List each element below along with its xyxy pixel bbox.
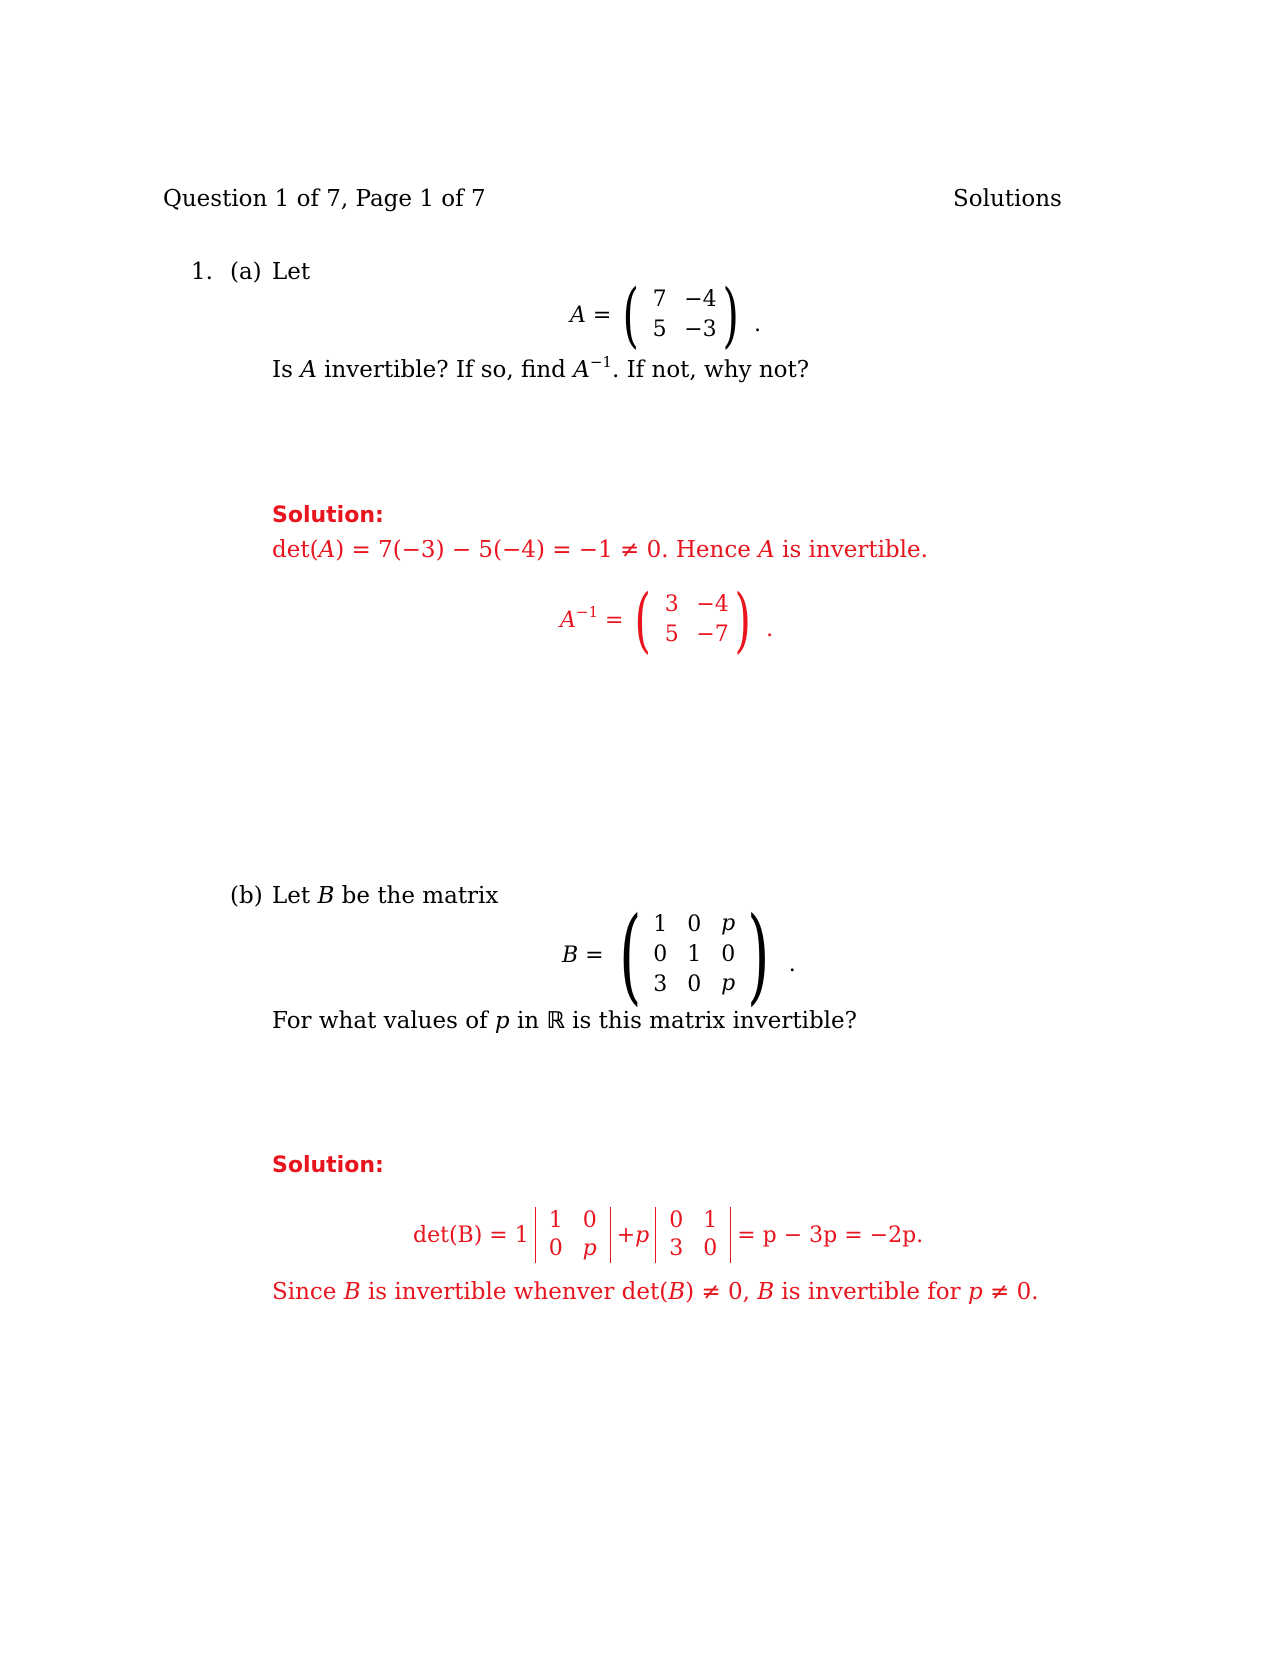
matrix-cell: 1 (653, 912, 668, 937)
solution-b-heading: Solution: (272, 1153, 384, 1178)
det-minor-1: 1 0 0 p (535, 1207, 611, 1263)
solution-a-line: det(A) = 7(−3) − 5(−4) = −1 ≠ 0. Hence A is invertible. (272, 537, 928, 563)
matrix-cell: 1 (687, 942, 702, 967)
matrix-cell: −4 (684, 287, 717, 312)
part-b-intro: Let B be the matrix (272, 883, 499, 909)
part-a-let: Let (272, 259, 311, 285)
matrix-cell: 0 (687, 972, 702, 997)
part-b-label: (b) (230, 883, 263, 909)
det-lhs: det(B) = 1 (413, 1222, 529, 1248)
matrix-cell: 0 (653, 942, 668, 967)
matrix-cell: 0 (721, 942, 736, 967)
matrix-cell: 5 (652, 317, 667, 342)
matrix-cell: p (721, 971, 736, 996)
solution-b-conclusion: Since B is invertible whenver det(B) ≠ 0, B is invertible for p ≠ 0. (272, 1279, 1039, 1305)
matrix-A-inverse (657, 591, 729, 649)
matrix-A (645, 286, 717, 344)
matrix-cell: 5 (664, 622, 679, 647)
part-a-question: Is A invertible? If so, find $A^{-1}$. If not, why not? (272, 353, 810, 383)
part-a-label: (a) (230, 259, 262, 285)
matrix-cell: −4 (696, 592, 729, 617)
matrix-cell: 3 (653, 972, 668, 997)
page-header-left: Question 1 of 7, Page 1 of 7 (163, 186, 486, 212)
matrix-A-display: A = ( 7 −4 5 −3 ) . (570, 274, 761, 356)
det-rhs: = p − 3p = −2p. (737, 1222, 924, 1248)
part-b-question: For what values of p in ℝ is this matrix invertible? (272, 1008, 857, 1034)
solution-a-heading: Solution: (272, 503, 384, 528)
matrix-cell: 3 (664, 592, 679, 617)
page-header-right: Solutions (953, 186, 1062, 212)
matrix-B-display: B = ( 1 0 p 0 1 0 3 0 p ) . (562, 894, 796, 1016)
matrix-cell: 0 (687, 912, 702, 937)
matrix-cell: −7 (696, 622, 729, 647)
matrix-cell: −3 (684, 317, 717, 342)
det-B-expansion (413, 1207, 923, 1263)
matrix-B (650, 911, 738, 999)
det-minor-2: 0 1 3 0 (655, 1207, 731, 1263)
matrix-Ainv-display: $A^{-1}$ = ( 3 −4 5 −7 ) . (560, 579, 774, 661)
det-plus-p: +p (616, 1222, 650, 1248)
question-number: 1. (191, 259, 213, 285)
matrix-cell: p (721, 911, 736, 936)
matrix-cell: 7 (652, 287, 667, 312)
